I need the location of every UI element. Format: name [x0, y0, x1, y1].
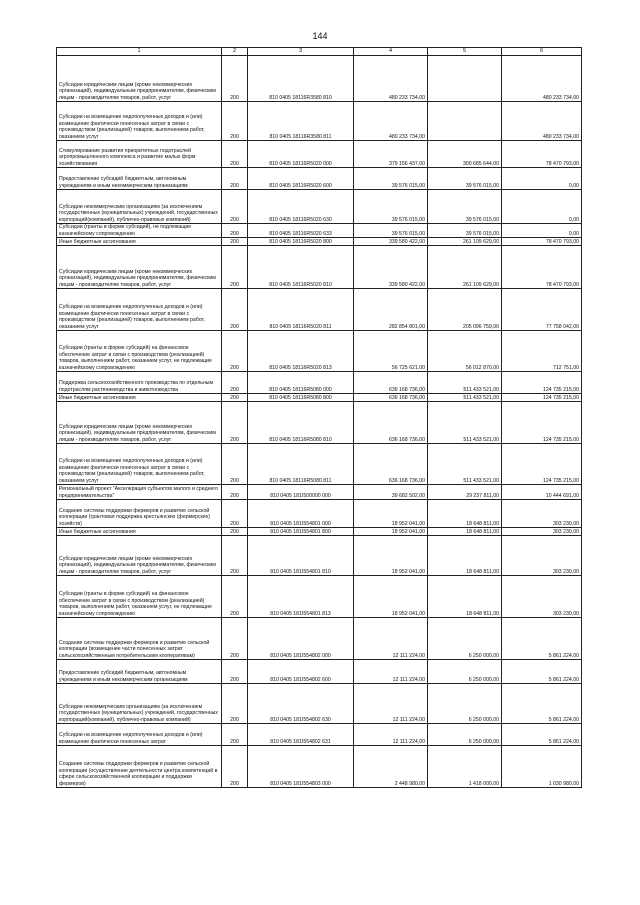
row-amount-third: 303 230,00 — [502, 528, 582, 536]
row-name: Поддержка сельскохозяйственного производства по отдельным подотраслям растениеводства и животноводства — [57, 372, 222, 394]
table-row — [57, 56, 582, 102]
row-amount-third: 78 470 793,00 — [502, 246, 582, 289]
row-classification-code: 810 0405 18116R3580 810 — [248, 56, 354, 102]
row-name: Субсидии юридическим лицам (кроме некоммерческих организаций), индивидуальным предпринимателям, физическим лицам - производителям товаров, работ, услуг — [57, 246, 222, 289]
row-ved-code: 200 — [222, 684, 248, 724]
row-classification-code: 810 0405 18116R5020 810 — [248, 246, 354, 289]
table-row — [57, 684, 582, 724]
row-amount-second: 1 418 000,00 — [428, 746, 502, 788]
row-classification-code: 810 0405 18116R5080 811 — [248, 444, 354, 485]
row-amount-second: 511 433 521,00 — [428, 394, 502, 402]
row-amount-third: 303 230,00 — [502, 536, 582, 576]
row-name: Создание системы поддержки фермеров и развитие сельской кооперации (осуществление деятельности центра компетенций в сфере сельскохозяйственной кооперации и поддержки фермеров) — [57, 746, 222, 788]
row-classification-code: 810 0405 181I554802 600 — [248, 660, 354, 684]
row-ved-code: 200 — [222, 394, 248, 402]
row-amount-total: 39 576 015,00 — [354, 168, 428, 190]
row-classification-code: 810 0405 181I554801 810 — [248, 536, 354, 576]
row-name: Предоставление субсидий бюджетным, автономным учреждениям и иным некоммерческим организациям — [57, 168, 222, 190]
row-amount-third: 303 230,00 — [502, 500, 582, 528]
row-ved-code: 200 — [222, 500, 248, 528]
row-name: Субсидии (гранты в форме субсидий), не подлежащие казначейскому сопровождению — [57, 224, 222, 238]
row-amount-third: 78 470 793,00 — [502, 238, 582, 246]
table-row — [57, 372, 582, 394]
row-amount-third: 78 470 793,00 — [502, 141, 582, 168]
table-row — [57, 246, 582, 289]
table-row — [57, 536, 582, 576]
row-amount-third: 0,00 — [502, 224, 582, 238]
row-amount-third: 124 735 215,00 — [502, 444, 582, 485]
row-ved-code: 200 — [222, 56, 248, 102]
row-amount-third: 5 861 224,00 — [502, 724, 582, 746]
row-ved-code: 200 — [222, 246, 248, 289]
row-amount-third: 5 861 224,00 — [502, 618, 582, 660]
row-name: Создание системы поддержки фермеров и развитие сельской кооперации (возмещение части понесенных затрат сельскохозяйственным потребительским кооперативам) — [57, 618, 222, 660]
column-header: 6 — [502, 48, 582, 56]
row-ved-code: 200 — [222, 372, 248, 394]
row-name: Субсидии на возмещение недополученных доходов и (или) возмещение фактически понесенных затрат в связи с производством (реализацией) товаров, выполнением работ, оказанием услуг — [57, 289, 222, 331]
row-name: Субсидии на возмещение недополученных доходов и (или) возмещение фактически понесенных затрат в связи с производством (реализацией) товаров, выполнением работ, оказанием услуг — [57, 444, 222, 485]
row-name: Субсидии некоммерческим организациям (за исключением государственных (муниципальных) учреждений, государственных корпораций(компаний), публично-правовых компаний) — [57, 190, 222, 224]
row-amount-total: 339 580 422,00 — [354, 238, 428, 246]
row-classification-code: 810 0405 18116R5020 633 — [248, 224, 354, 238]
row-classification-code: 810 0405 18116R5020 630 — [248, 190, 354, 224]
row-amount-total: 56 725 621,00 — [354, 331, 428, 372]
row-classification-code: 810 0405 181I554801 800 — [248, 528, 354, 536]
row-amount-second: 511 433 521,00 — [428, 444, 502, 485]
row-amount-second: 6 250 000,00 — [428, 684, 502, 724]
row-classification-code: 810 0405 18116R5020 811 — [248, 289, 354, 331]
table-row — [57, 141, 582, 168]
row-name: Субсидии некоммерческим организациям (за исключением государственных (муниципальных) учреждений, государственных корпораций(компаний), публично-правовых компаний) — [57, 684, 222, 724]
row-amount-second: 39 576 015,00 — [428, 190, 502, 224]
row-amount-second: 18 648 811,00 — [428, 500, 502, 528]
table-row — [57, 444, 582, 485]
row-amount-total: 18 952 041,00 — [354, 576, 428, 618]
row-amount-second: 56 012 870,00 — [428, 331, 502, 372]
row-name: Стимулирование развития приоритетных подотраслей агропромышленного комплекса и развитие малых форм хозяйствования — [57, 141, 222, 168]
row-amount-third: 0,00 — [502, 190, 582, 224]
row-amount-third: 77 758 042,00 — [502, 289, 582, 331]
row-ved-code: 200 — [222, 238, 248, 246]
table-row — [57, 724, 582, 746]
table-row — [57, 224, 582, 238]
row-amount-second: 6 250 000,00 — [428, 660, 502, 684]
row-amount-third: 303 230,00 — [502, 576, 582, 618]
row-name: Субсидии юридическим лицам (кроме некоммерческих организаций), индивидуальным предпринимателям, физическим лицам - производителям товаров, работ, услуг — [57, 56, 222, 102]
row-classification-code: 810 0405 18116R5020 000 — [248, 141, 354, 168]
row-amount-third: 5 861 224,00 — [502, 660, 582, 684]
row-amount-total: 12 111 224,00 — [354, 684, 428, 724]
row-classification-code: 810 0405 181I500000 000 — [248, 485, 354, 500]
row-ved-code: 200 — [222, 190, 248, 224]
row-amount-second: 6 250 000,00 — [428, 724, 502, 746]
row-classification-code: 810 0405 181I554803 000 — [248, 746, 354, 788]
row-amount-second: 261 109 629,00 — [428, 246, 502, 289]
row-amount-second: 18 648 811,00 — [428, 576, 502, 618]
row-amount-second: 39 576 015,00 — [428, 168, 502, 190]
row-amount-total: 636 168 736,00 — [354, 372, 428, 394]
table-row — [57, 485, 582, 500]
row-amount-total: 39 576 015,00 — [354, 224, 428, 238]
table-row — [57, 394, 582, 402]
row-amount-total: 480 233 734,00 — [354, 102, 428, 141]
row-amount-total: 39 576 015,00 — [354, 190, 428, 224]
row-amount-second: 511 433 521,00 — [428, 402, 502, 444]
row-amount-total: 480 233 734,00 — [354, 56, 428, 102]
page-number: 144 — [312, 31, 328, 41]
row-amount-total: 12 111 224,00 — [354, 618, 428, 660]
row-amount-second: 18 648 811,00 — [428, 536, 502, 576]
row-ved-code: 200 — [222, 141, 248, 168]
row-ved-code: 200 — [222, 331, 248, 372]
row-name: Субсидии на возмещение недополученных доходов и (или) возмещение фактически понесенных затрат — [57, 724, 222, 746]
row-amount-third: 0,00 — [502, 168, 582, 190]
row-amount-third: 1 030 980,00 — [502, 746, 582, 788]
column-header: 3 — [248, 48, 354, 56]
table-row — [57, 331, 582, 372]
row-ved-code: 200 — [222, 485, 248, 500]
table-row — [57, 168, 582, 190]
row-amount-second: 511 433 521,00 — [428, 372, 502, 394]
row-classification-code: 810 0405 18116R5020 813 — [248, 331, 354, 372]
row-classification-code: 810 0405 181I554802 631 — [248, 724, 354, 746]
row-name: Субсидии (гранты в форме субсидий) на финансовое обеспечение затрат в связи с производством (реализацией) товаров, выполнением работ, оказанием услуг, не подлежащие казначейскому сопровождению — [57, 331, 222, 372]
row-amount-third: 124 735 215,00 — [502, 402, 582, 444]
row-name: Иные бюджетные ассигнования — [57, 238, 222, 246]
row-ved-code: 200 — [222, 660, 248, 684]
row-amount-second: 300 685 644,00 — [428, 141, 502, 168]
row-amount-third: 480 233 734,00 — [502, 102, 582, 141]
row-ved-code: 200 — [222, 224, 248, 238]
row-amount-total: 282 854 801,00 — [354, 289, 428, 331]
row-amount-second: 39 576 015,00 — [428, 224, 502, 238]
row-classification-code: 810 0405 18116R5020 800 — [248, 238, 354, 246]
row-amount-second: 205 096 759,00 — [428, 289, 502, 331]
row-amount-total: 636 168 736,00 — [354, 444, 428, 485]
row-ved-code: 200 — [222, 444, 248, 485]
row-classification-code: 810 0405 18116R5080 810 — [248, 402, 354, 444]
row-amount-total: 18 952 041,00 — [354, 528, 428, 536]
row-classification-code: 810 0405 18116R5080 000 — [248, 372, 354, 394]
column-header: 2 — [222, 48, 248, 56]
row-amount-third: 5 861 224,00 — [502, 684, 582, 724]
row-amount-total: 18 952 041,00 — [354, 536, 428, 576]
table-row — [57, 528, 582, 536]
column-header: 4 — [354, 48, 428, 56]
row-classification-code: 810 0405 18116R5020 600 — [248, 168, 354, 190]
row-classification-code: 810 0405 181I554802 000 — [248, 618, 354, 660]
row-amount-third: 124 735 215,00 — [502, 372, 582, 394]
row-classification-code: 810 0405 181I554802 630 — [248, 684, 354, 724]
row-amount-total: 636 168 736,00 — [354, 402, 428, 444]
budget-table — [56, 47, 582, 788]
row-name: Субсидии юридическим лицам (кроме некоммерческих организаций), индивидуальным предпринимателям, физическим лицам - производителям товаров, работ, услуг — [57, 402, 222, 444]
row-amount-total: 12 111 224,00 — [354, 660, 428, 684]
row-amount-second: 6 250 000,00 — [428, 618, 502, 660]
table-row — [57, 576, 582, 618]
row-amount-third: 712 751,00 — [502, 331, 582, 372]
table-row — [57, 402, 582, 444]
row-amount-total: 12 111 224,00 — [354, 724, 428, 746]
table-row — [57, 289, 582, 331]
row-amount-total: 18 952 041,00 — [354, 500, 428, 528]
row-ved-code: 200 — [222, 528, 248, 536]
row-amount-third: 124 735 215,00 — [502, 394, 582, 402]
row-ved-code: 200 — [222, 746, 248, 788]
row-ved-code: 200 — [222, 618, 248, 660]
row-name: Субсидии юридическим лицам (кроме некоммерческих организаций), индивидуальным предпринимателям, физическим лицам - производителям товаров, работ, услуг — [57, 536, 222, 576]
row-name: Субсидии (гранты в форме субсидий) на финансовое обеспечение затрат в связи с производством (реализацией) товаров, выполнением работ, оказанием услуг, не подлежащие казначейскому сопровождению — [57, 576, 222, 618]
row-amount-total: 636 168 736,00 — [354, 394, 428, 402]
table-row — [57, 618, 582, 660]
row-amount-second — [428, 102, 502, 141]
row-name: Региональный проект "Акселерация субъектов малого и среднего предпринимательства" — [57, 485, 222, 500]
row-name: Создание системы поддержки фермеров и развитие сельской кооперации (грантовая поддержка крестьянских (фермерских) хозяйств) — [57, 500, 222, 528]
table-row — [57, 660, 582, 684]
row-classification-code: 810 0405 181I554801 000 — [248, 500, 354, 528]
row-classification-code: 810 0405 18116R3580 811 — [248, 102, 354, 141]
table-row — [57, 500, 582, 528]
row-ved-code: 200 — [222, 724, 248, 746]
row-name: Предоставление субсидий бюджетным, автономным учреждениям и иным некоммерческим организациям — [57, 660, 222, 684]
row-amount-total: 379 156 437,00 — [354, 141, 428, 168]
row-amount-second: 29 237 811,00 — [428, 485, 502, 500]
row-ved-code: 200 — [222, 576, 248, 618]
row-ved-code: 200 — [222, 102, 248, 141]
row-name: Иные бюджетные ассигнования — [57, 394, 222, 402]
table-row — [57, 746, 582, 788]
row-ved-code: 200 — [222, 536, 248, 576]
row-ved-code: 200 — [222, 402, 248, 444]
row-name: Субсидии на возмещение недополученных доходов и (или) возмещение фактически понесенных затрат в связи с производством (реализацией) товаров, выполнением работ, оказанием услуг — [57, 102, 222, 141]
row-amount-total: 39 682 502,00 — [354, 485, 428, 500]
row-ved-code: 200 — [222, 168, 248, 190]
row-amount-total: 2 448 980,00 — [354, 746, 428, 788]
row-ved-code: 200 — [222, 289, 248, 331]
column-header: 1 — [57, 48, 222, 56]
row-classification-code: 810 0405 18116R5080 800 — [248, 394, 354, 402]
row-amount-total: 339 580 422,00 — [354, 246, 428, 289]
table-row — [57, 238, 582, 246]
table-row — [57, 102, 582, 141]
row-amount-third: 10 444 691,00 — [502, 485, 582, 500]
row-name: Иные бюджетные ассигнования — [57, 528, 222, 536]
table-header-row — [57, 48, 582, 56]
row-amount-second: 18 648 811,00 — [428, 528, 502, 536]
row-classification-code: 810 0405 181I554801 813 — [248, 576, 354, 618]
row-amount-second: 261 109 629,00 — [428, 238, 502, 246]
row-amount-third: 480 233 734,00 — [502, 56, 582, 102]
column-header: 5 — [428, 48, 502, 56]
row-amount-second — [428, 56, 502, 102]
table-row — [57, 190, 582, 224]
